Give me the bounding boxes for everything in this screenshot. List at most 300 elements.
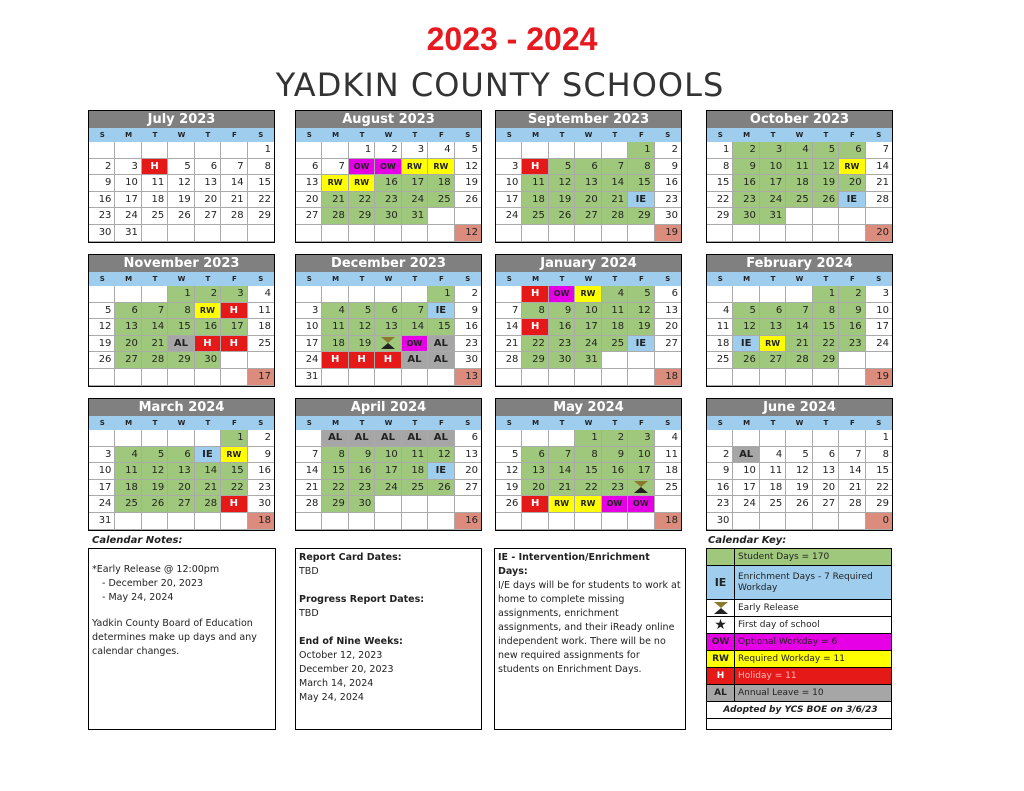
ie-badge: IE	[707, 566, 735, 599]
day-cell: 12	[813, 159, 839, 176]
day-cell: 22	[813, 336, 839, 353]
weekday-label: T	[359, 275, 365, 283]
day-cell: IE	[428, 303, 454, 320]
day-cell: 21	[549, 480, 575, 497]
day-cell: 19	[628, 319, 654, 336]
day-cell: 2	[655, 142, 681, 159]
weekday-label: T	[823, 131, 829, 139]
day-cell: 20	[522, 480, 548, 497]
month-calendar	[88, 254, 275, 387]
day-grid	[707, 142, 892, 242]
day-cell	[707, 430, 733, 447]
day-cell	[707, 369, 733, 386]
day-cell: 1	[428, 286, 454, 303]
day-cell: 1	[221, 430, 247, 447]
weekday-label: W	[177, 131, 186, 139]
day-cell: 16	[602, 463, 628, 480]
day-cell: 7	[296, 447, 322, 464]
day-grid	[296, 286, 481, 386]
weekday-label: S	[99, 419, 105, 427]
day-cell: 14	[402, 319, 428, 336]
day-cell: 21	[602, 192, 628, 209]
month-title: October 2023	[707, 111, 892, 128]
dates-box	[295, 548, 482, 730]
day-cell: 4	[115, 447, 141, 464]
day-cell: 5	[142, 447, 168, 464]
day-cell	[168, 142, 194, 159]
day-cell: 11	[760, 463, 786, 480]
day-cell: 16	[549, 319, 575, 336]
day-cell: 4	[655, 430, 681, 447]
weekday-label: F	[638, 275, 644, 283]
day-cell: AL	[428, 352, 454, 369]
weekday-label: T	[152, 419, 158, 427]
weekday-label: M	[125, 275, 133, 283]
day-cell: 15	[628, 175, 654, 192]
day-cell	[248, 352, 274, 369]
key-annual-leave	[707, 685, 891, 702]
day-cell	[707, 225, 733, 242]
day-cell: 9	[349, 447, 375, 464]
day-cell: 4	[248, 286, 274, 303]
day-cell: 11	[248, 303, 274, 320]
district-title: YADKIN COUNTY SCHOOLS	[275, 66, 725, 104]
day-cell	[195, 430, 221, 447]
early-release-cell	[375, 336, 401, 353]
day-grid	[296, 430, 481, 530]
day-cell: 8	[628, 159, 654, 176]
day-cell: 7	[866, 142, 892, 159]
day-cell: 19	[496, 480, 522, 497]
day-cell: 11	[322, 319, 348, 336]
day-cell: 31	[115, 225, 141, 242]
day-cell: 25	[522, 208, 548, 225]
weekday-label: W	[177, 419, 186, 427]
day-cell: 28	[496, 352, 522, 369]
day-cell: 9	[707, 463, 733, 480]
day-cell: 15	[813, 319, 839, 336]
day-cell: 18	[602, 319, 628, 336]
day-cell	[115, 369, 141, 386]
day-cell: 8	[322, 447, 348, 464]
day-cell: 23	[349, 480, 375, 497]
day-cell: 23	[89, 208, 115, 225]
day-cell: 2	[248, 430, 274, 447]
weekday-label: S	[506, 275, 512, 283]
day-cell: 16	[455, 319, 481, 336]
weekday-label: S	[258, 131, 264, 139]
weekday-label: T	[612, 275, 618, 283]
month-calendar	[295, 254, 482, 387]
student-days-text: Student Days = 170	[735, 549, 891, 565]
day-cell: 23	[839, 336, 865, 353]
day-cell: 1	[575, 430, 601, 447]
day-cell: 14	[195, 463, 221, 480]
day-grid	[707, 286, 892, 386]
nine-weeks-date: December 20, 2023	[299, 664, 394, 675]
month-day-total: 18	[655, 369, 681, 386]
day-cell: 25	[707, 352, 733, 369]
weekday-label: T	[359, 419, 365, 427]
day-cell: 16	[89, 192, 115, 209]
year-title: 2023 - 2024	[426, 21, 598, 57]
day-cell: 13	[760, 319, 786, 336]
day-cell	[322, 369, 348, 386]
day-cell: AL	[402, 430, 428, 447]
day-cell: 28	[866, 192, 892, 209]
day-cell: 29	[866, 496, 892, 513]
month-day-total: 16	[455, 513, 481, 530]
day-cell: 31	[575, 352, 601, 369]
day-cell: 28	[142, 352, 168, 369]
progress-report-value: TBD	[299, 608, 319, 619]
day-cell	[375, 513, 401, 530]
day-cell: 28	[296, 496, 322, 513]
day-cell: 18	[115, 480, 141, 497]
day-cell: 16	[733, 175, 759, 192]
adopted-text: Adopted by YCS BOE on 3/6/23	[723, 704, 878, 715]
day-cell: 20	[296, 192, 322, 209]
month-day-total: 18	[655, 513, 681, 530]
day-cell	[733, 430, 759, 447]
day-cell: 4	[707, 303, 733, 320]
day-cell: 12	[455, 159, 481, 176]
day-cell	[195, 225, 221, 242]
day-cell: 8	[707, 159, 733, 176]
day-cell	[522, 142, 548, 159]
day-cell	[707, 286, 733, 303]
day-cell: RW	[221, 447, 247, 464]
day-cell: 3	[760, 142, 786, 159]
al-badge: AL	[707, 685, 735, 701]
day-cell	[496, 369, 522, 386]
day-cell	[496, 142, 522, 159]
day-cell: 3	[115, 159, 141, 176]
month-day-total: 17	[248, 369, 274, 386]
month-title: May 2024	[496, 399, 681, 416]
weekday-label: W	[384, 419, 393, 427]
day-cell: 23	[655, 192, 681, 209]
day-cell: 10	[375, 447, 401, 464]
day-cell: 6	[813, 447, 839, 464]
day-cell	[575, 513, 601, 530]
day-cell: 29	[248, 208, 274, 225]
day-cell: AL	[322, 430, 348, 447]
day-cell	[142, 430, 168, 447]
day-cell	[786, 286, 812, 303]
day-cell: 13	[195, 175, 221, 192]
day-cell: 14	[142, 319, 168, 336]
day-cell	[168, 225, 194, 242]
weekday-label: W	[795, 131, 804, 139]
day-cell: 5	[628, 286, 654, 303]
day-cell: 26	[455, 192, 481, 209]
day-cell: 3	[866, 286, 892, 303]
day-cell	[866, 352, 892, 369]
hourglass-icon	[707, 600, 735, 616]
day-cell: 21	[839, 480, 865, 497]
day-cell: 10	[296, 319, 322, 336]
day-cell: 26	[142, 496, 168, 513]
day-cell	[195, 142, 221, 159]
day-cell: 23	[549, 336, 575, 353]
day-cell: 18	[786, 175, 812, 192]
day-cell: 20	[813, 480, 839, 497]
month-day-total: 20	[866, 225, 892, 242]
day-cell: 27	[813, 496, 839, 513]
weekday-label: F	[231, 131, 237, 139]
day-cell: 7	[839, 447, 865, 464]
day-cell: 20	[168, 480, 194, 497]
day-cell: 23	[602, 480, 628, 497]
day-cell	[496, 286, 522, 303]
day-cell: 15	[575, 463, 601, 480]
day-cell: 25	[115, 496, 141, 513]
day-cell: 31	[760, 208, 786, 225]
weekday-label: T	[412, 419, 418, 427]
weekday-header	[296, 416, 481, 430]
day-cell: 11	[655, 447, 681, 464]
day-cell	[322, 286, 348, 303]
weekday-label: F	[438, 275, 444, 283]
day-cell	[455, 496, 481, 513]
day-cell	[428, 369, 454, 386]
day-cell	[322, 225, 348, 242]
day-cell: 26	[168, 208, 194, 225]
day-grid	[89, 142, 274, 242]
weekday-label: T	[152, 275, 158, 283]
day-cell: 20	[575, 192, 601, 209]
weekday-label: T	[412, 275, 418, 283]
weekday-header	[496, 272, 681, 286]
day-cell: 30	[707, 513, 733, 530]
weekday-label: T	[559, 419, 565, 427]
day-cell: 1	[813, 286, 839, 303]
day-grid	[89, 430, 274, 530]
day-cell	[89, 142, 115, 159]
weekday-label: T	[770, 131, 776, 139]
day-cell: 27	[168, 496, 194, 513]
day-grid	[496, 142, 681, 242]
weekday-label: S	[717, 419, 723, 427]
day-cell	[655, 352, 681, 369]
day-cell: H	[221, 303, 247, 320]
early-release-text: Early Release	[738, 602, 799, 613]
student-days-swatch	[707, 549, 735, 565]
month-title: November 2023	[89, 255, 274, 272]
day-cell: 8	[522, 303, 548, 320]
day-cell: 14	[602, 175, 628, 192]
ie-box	[494, 548, 686, 730]
day-cell	[428, 496, 454, 513]
day-cell: 1	[707, 142, 733, 159]
day-cell: 30	[195, 352, 221, 369]
weekday-label: M	[743, 131, 751, 139]
day-cell: 31	[89, 513, 115, 530]
day-cell	[786, 369, 812, 386]
day-cell: 11	[142, 175, 168, 192]
day-cell	[296, 513, 322, 530]
month-title: March 2024	[89, 399, 274, 416]
day-cell: 10	[866, 303, 892, 320]
month-title: February 2024	[707, 255, 892, 272]
day-cell: 15	[707, 175, 733, 192]
day-cell: AL	[733, 447, 759, 464]
day-cell: RW	[575, 496, 601, 513]
day-cell: 3	[628, 430, 654, 447]
day-cell: 12	[733, 319, 759, 336]
nine-weeks-date: October 12, 2023	[299, 650, 383, 661]
key-adopted	[707, 702, 891, 719]
weekday-header	[296, 128, 481, 142]
day-cell	[813, 225, 839, 242]
day-cell: 6	[296, 159, 322, 176]
day-cell	[248, 225, 274, 242]
weekday-label: T	[612, 131, 618, 139]
day-cell: 21	[221, 192, 247, 209]
day-cell: 8	[248, 159, 274, 176]
early-release-date-1: - December 20, 2023	[102, 578, 204, 589]
day-cell: RW	[322, 175, 348, 192]
day-cell: 23	[707, 496, 733, 513]
day-cell: 22	[575, 480, 601, 497]
weekday-label: M	[332, 419, 340, 427]
day-cell: 22	[349, 192, 375, 209]
day-cell: 22	[221, 480, 247, 497]
day-cell: 17	[496, 192, 522, 209]
weekday-label: S	[665, 131, 671, 139]
day-cell: 3	[496, 159, 522, 176]
nine-weeks-title: End of Nine Weeks:	[299, 636, 403, 647]
day-cell: 23	[375, 192, 401, 209]
day-cell	[375, 286, 401, 303]
day-cell: 7	[402, 303, 428, 320]
month-calendar	[295, 110, 482, 243]
day-cell: RW	[428, 159, 454, 176]
day-cell: 30	[89, 225, 115, 242]
day-cell	[839, 352, 865, 369]
day-cell: 27	[195, 208, 221, 225]
day-cell: 26	[786, 496, 812, 513]
day-cell: 21	[866, 175, 892, 192]
month-calendar	[706, 110, 893, 243]
weekday-label: S	[465, 419, 471, 427]
weekday-label: M	[125, 419, 133, 427]
day-cell: RW	[839, 159, 865, 176]
day-cell: 5	[496, 447, 522, 464]
day-cell: 25	[428, 192, 454, 209]
day-cell: 7	[786, 303, 812, 320]
day-cell: 30	[655, 208, 681, 225]
day-cell: 8	[866, 447, 892, 464]
day-cell	[496, 225, 522, 242]
day-cell: 17	[115, 192, 141, 209]
day-cell: 2	[602, 430, 628, 447]
day-cell	[168, 369, 194, 386]
weekday-label: T	[359, 131, 365, 139]
day-cell: 17	[221, 319, 247, 336]
day-cell	[522, 513, 548, 530]
day-cell: 13	[522, 463, 548, 480]
day-cell: 20	[115, 336, 141, 353]
day-cell: 13	[296, 175, 322, 192]
key-holiday	[707, 668, 891, 685]
day-cell: 29	[322, 496, 348, 513]
day-cell: 10	[733, 463, 759, 480]
ie-text: I/E days will be for students to work at home to complete missing assignments, enrichment assignments, and their iReady online independent work. There will be no new required assignments for students on Enrichment Days.	[498, 580, 681, 675]
weekday-label: S	[465, 275, 471, 283]
day-cell: 7	[549, 447, 575, 464]
weekday-label: S	[258, 275, 264, 283]
weekday-label: F	[849, 275, 855, 283]
day-cell: 2	[455, 286, 481, 303]
day-cell: 5	[733, 303, 759, 320]
day-cell: OW	[628, 496, 654, 513]
weekday-label: T	[205, 275, 211, 283]
day-cell: 25	[760, 496, 786, 513]
weekday-label: S	[99, 275, 105, 283]
day-cell: 29	[813, 352, 839, 369]
day-cell	[655, 496, 681, 513]
day-cell: 8	[575, 447, 601, 464]
day-cell: 14	[296, 463, 322, 480]
day-cell: AL	[375, 430, 401, 447]
day-cell	[602, 225, 628, 242]
weekday-label: T	[205, 131, 211, 139]
day-grid	[89, 286, 274, 386]
day-cell: H	[522, 496, 548, 513]
day-cell: 15	[866, 463, 892, 480]
day-cell: 11	[402, 447, 428, 464]
day-cell	[813, 513, 839, 530]
progress-report-title: Progress Report Dates:	[299, 594, 425, 605]
day-cell: 13	[115, 319, 141, 336]
day-grid	[296, 142, 481, 242]
key-optional	[707, 634, 891, 651]
day-cell: 27	[575, 208, 601, 225]
weekday-label: M	[532, 131, 540, 139]
day-cell: 17	[89, 480, 115, 497]
day-cell	[142, 513, 168, 530]
day-cell: 20	[839, 175, 865, 192]
weekday-label: F	[438, 131, 444, 139]
day-cell: 15	[221, 463, 247, 480]
day-cell: 6	[575, 159, 601, 176]
day-cell	[375, 369, 401, 386]
weekday-label: T	[823, 275, 829, 283]
weekday-label: F	[438, 419, 444, 427]
weekday-label: S	[876, 419, 882, 427]
day-cell: 19	[786, 480, 812, 497]
day-cell: 11	[602, 303, 628, 320]
weekday-label: W	[584, 131, 593, 139]
day-cell: 15	[322, 463, 348, 480]
day-cell: 10	[115, 175, 141, 192]
day-cell: 17	[575, 319, 601, 336]
day-cell	[549, 225, 575, 242]
day-cell: 12	[428, 447, 454, 464]
weekday-label: S	[306, 131, 312, 139]
day-cell: 22	[322, 480, 348, 497]
day-cell: 18	[142, 192, 168, 209]
month-calendar	[495, 110, 682, 243]
day-cell: 24	[375, 480, 401, 497]
key-enrichment	[707, 566, 891, 600]
day-cell	[296, 142, 322, 159]
weekday-label: S	[258, 419, 264, 427]
month-calendar	[88, 398, 275, 531]
weekday-label: M	[743, 275, 751, 283]
